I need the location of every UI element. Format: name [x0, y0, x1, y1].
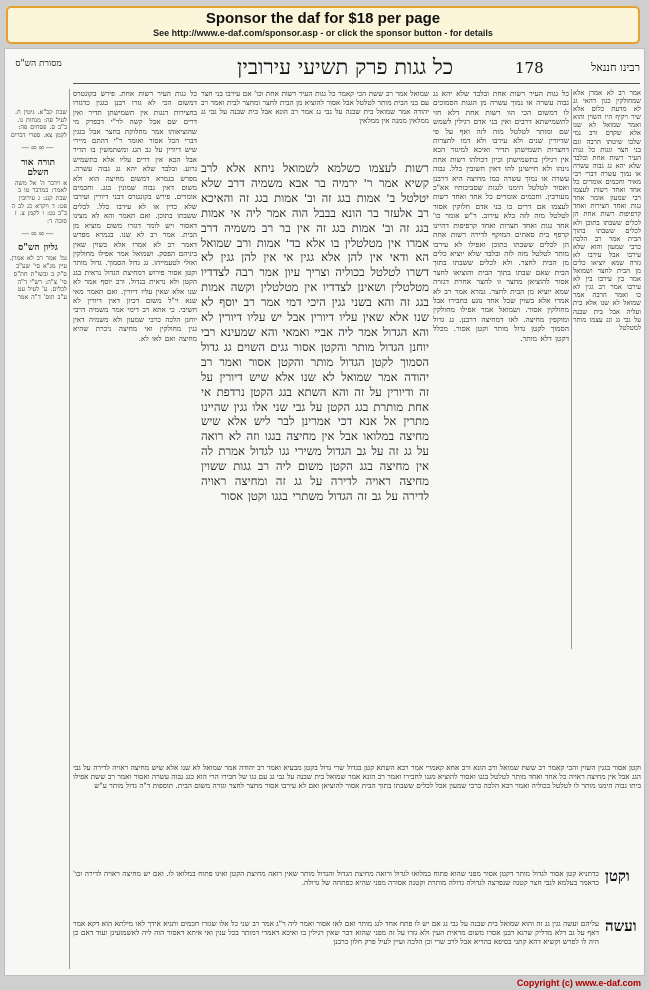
talmud-page [4, 48, 645, 976]
margin-divider [69, 89, 70, 969]
bottom-commentary-block: וקטן אסור בגגין השוין והכי קאמר רב ששת שמואל ורב הונא ורב אחא קאמרי אמר רבא השתא קטן בגדול שרי גדול בקטן מבעיא ואמר רב יהודה אמר שמואל לא שנו אלא שיש מחיצה ראויה לדירה על גבי הגג אבל אין מחיצה ראויה כל אחד ואחד מותר לטלטל בגגו ואסור להוציא מגגו לחבירו ואמר רב הונא אמר שמואל בית שבנה על גבי גג עם גגו של חבירו הרי הוא כגג גבוה עשרה ואסור ואמר רב ששת אפילו ביתו גבוה הימנו מותר לו לטלטל בכוליה ואמר רבא הלכה כרבי שמעון אבל לכלים ששבתו בתוך הבית אסור להוציאן ואם לא עירבו אסור מחצר לחצר וגזרה משום הבית. תוספות ד"ה גדול מותר ע"ש [73, 763, 641, 791]
gilyon-text: גמ' אמר רב לא אמרן. עיין מג"א סי' שע"ב ס"ק ב ובשו"ת חת"ס סי' צ"ה: רש"י ד"ה לכלים. ע' לעיל עט ע"ב תוס' ד"ה אמר [9, 255, 67, 301]
header-commentary-label: רבינו חננאל [591, 61, 640, 74]
ornament-divider-icon: —∞∞— [21, 142, 55, 152]
bottom-heading-1: וקטן [605, 867, 630, 885]
sponsor-banner-subtitle[interactable]: See http://www.e-daf.com/sponsor.asp - or click the sponsor button - for details [153, 28, 493, 38]
tosafot-column: כל גגות העיר רשות אחת. פירש בקונטרס דמשום הכי לא גזרו רבנן בגגין כדגזרו בחצירות דגגות אין תשמישתן תדיר ואין דרים שם אבל קשה לר"י דבפרק מי שהוציאוהו אמר מחלוקת בחצר אבל בגגין דברי הכל אסור ואומר ר"י דהתם מיירי שיש דיורין על גב הגג ומשתמשין בו תדיר אבל הכא אין דרים עליו אלא בתשמיש גרוע. ובלבד שלא יהא גג גבוה עשרה. מפרש בגמרא דמשום מחיצה הוא ולא משום דאין גבוה שמונין בגג. וחכמים אומרים. פירש בקונטרס דבני דיורין ועירבו שלא כדין או לא עירבו כלל. לכלים ששבתו בתוכן. ואם תאמר והא לא מצינו דאסור ויש לומר דגזרו משום מוציא מן הבית. אמר רב לא שנו. בגמרא מפרש דאמר רב לא אמרו אלא בשוין שאין ביניהם הפסק. ושמואל אמר אפילו מחולקין ואזלי לטעמייהו. גג גדול הסמוך. גדול מותר וקטן אסור פירוש דמחיצת הגדול נראית בגג הקטן ולא נראית בגדול. ורב יוסף אמר לא שנו אלא שאין עליו דיורין. ואם תאמר מאי שנא וי"ל משום דכיון דאין דיורין לא חשיבי. כי אתא רב דימי אמר משמיה דרבי יוחנן הלכה כרבי שמעון ולא משמיה דאין גגין מחולקין ואי מחיצה ניכרת שהיא מחיצה ואם לאו לא. [73, 89, 197, 343]
masoret-references: שבת קכ"א. גיטין ח. לעיל פה: מנחות נו. ב"ב ס. פסחים פה: לקמן צא. ספרי דברים [10, 109, 67, 140]
gemara-header-text: שמואל אמר רב ששת הכי קאמר כל גגות העיר רשות אחת וכו' אם עירבו בני חצר עם בני הבית מותר לטלטל אבל אסור להוציא מן הבית לחצר ומחצר לבית ואמר רב יהודה אמר שמואל בית שבנה על גבי גג אמר רב הונא אבל בית שבנה על גבי גג ממלאין ממנה אין ממלאין [201, 89, 429, 126]
page-title: כל גגות פרק תשיעי עירובין [236, 55, 454, 79]
rashi-column: כל גגות העיר רשות אחת ובלבד שלא יהא גג גבוה עשרה או נמוך עשרה מן הגגות הסמוכים לו דמשום הכי הוו רשות אחת דלא חזי לתשמישתא דרבים ואין בני אדם רגילין לשמש שם ומותר לטלטל מזה לזה ואף על פי שדיורין שנים ולא עירבו ולא דמו לחצרות דחצרות תשמישתן תדיר ואיכא למיגזר הכא אין רגילין בתשמישתן וכיון דכולהו רשות אחת נינהו ולא חיישינן להו דאין חשובין כלל. גבוה עשרה או נמוך עשרה כמו מחיצה היא דרבנן ואסור לטלטל הימנו לגגות שסביבותיו אא"כ מעורבין. וחכמים אומרים כל אחד ואחד רשות לעצמו אם דרים בו בני אדם חלוקין אסור לטלטל מזה לזה בלא עירוב. ר"ש אומר כו' אחד גגות ואחד חצרות ואחד קרפיפות דהיינו קרפף בית סאתים המוקף לדירה רשות אחת הן לכלים ששבתו בתוכן ואפילו לא עירבו מותר לטלטל מזה לזה ובלבד שלא יוציא כלים מן הבית לחצר. ולא לכלים ששבתו בתוך הבית שאם שבתו בתוך הבית והוציאו לחצר אסור להוציאן מחצר זו לחצר אחרת דגזרה שמא יוציא מן הבית לחצר. גמרא אמר רב לא אמרו אלא בשוין שכל אחד נוגע בחבירו אבל מחולקין אסור. ושמואל אמר אפילו מחולקין ומוקפין מחיצה. לאו דמחיצה דרבנן. גג גדול הסמוך לקטן גדול מותר וקטן אסור. מכלל דקטן דלא מותר. [433, 89, 569, 343]
ornament-divider-icon: —∞∞— [21, 228, 55, 238]
bottom-text-2: עליהם ועשה גגין גג זה והוא שמואל בית שבנה על גבי גג אם יש לו פתח אחד לגג מותר ואם לאו אסור ואמר ליה ר"ג אמר רב שני כל אלו שגזרו חכמים ותניא אידך לאו מילתא הוא דקא אמר דאף על גב דלא מדליק שרגא רבנן אסרו משום מראית העין ולא גזרו על זה מפני שהוא דבר שאין רגילין בו ואיכא דאמרי דמותר בכל ענין ואי איתא דאסור הוה ליה לאשמועינן ועוד דאם כן היה לו לפרש וקשיא דהא קתני בסיפא בהדיא אבל לרב שרי וכן הלכה ועיין לעיל פרק חלון כרבנן [73, 919, 599, 947]
gemara-column: רשות לעצמו כשלמא לשמואל ניחא אלא לרב קשיא אמר ר' ירמיה בר אבא משמיה דרב שלא יטלטל ב' אמות בגג זה וב' אמות בגג זה והאיכא רב אלעזר בר הונא בבבל הוה אמר ליה אי אמות בגג זה וב' אמות בגג זה אין בר רב משמיה דרב אמרו אין מטלטלין בו אלא בד' אמות ורב שמואל הא ודאי אין להן אלא גגין אי אין להן גגין לא דשרו לטלטל בכוליה וצריך עיון אמר רבה לצדדיו מטלטלין ושאינן לצדדיו אין מטלטלין וקשה אמות בגג זה והא בשני גגין היכי דמי אמר רב יוסף לא שנו אלא שאין עליו דיורין אבל יש עליו דיורין לא והא הגדול אמר ליה אביי ואמאי והא שמעינא רבי יוחנן הגדול מותר והקטן אסור גגים השוים גג גדול הסמוך לקטן הגדול מותר והקטן אסור ואמר רב יהודה אמר שמואל לא שנו אלא שיש דיורין על זה ודיורין על זה והא השתא בגג הקטן נרדפת אי אחת מותרת בגג הקטן על גבי שני אלו גגין שהיינו מתרין אל אנא דכי אמרינן לבר ליש אלא שיש מחיצה במלואו אבל אין מחיצה בגגו וזה לא רואה על גג זה על גב הגדול משירי גגו לגדול אמרת לה אין מחיצה בגג הקטן משום ליה רב גגות ששוין מחיצה ראויה לדירה על גג זה ומחיצה ראויה לדירה על גב זה הגדול משתרי בגגו וקטן אסור [201, 161, 429, 503]
page-number: 178 [515, 59, 544, 77]
gilyon-heading: גליון הש"ס [18, 243, 58, 254]
header-divider [73, 83, 640, 84]
rabbeinu-chananel-column: אמר רב לא אמרן אלא שמחולקין כגון דהאי גג לא מדעת כלום אלא שיר ויקיף היו השוין והוא ואמר שמואל לא שנו אלא שקדם ורב נמי שלבו שיטתו הרבה וגם בני חצר וגגות כל גגות העיר רשות אחת ובלבד שלא יהא גג גבוה עשרה או נמוך עשרה דברי רבי מאיר וחכמים אומרים כל אחד ואחד רשות לעצמו רבי שמעון אומר אחד גגות ואחד חצירות ואחד קרפיפות רשות אחת הן לכלים ששבתו בתוכן ולא לכלים ששבתו בתוך הבית אמר רב הלכה כרבי שמעון והוא שלא עירבו אבל עירבו לא גזרה שמא יוציאו כלים מן הבית לחצר ושמואל אמר בין עירבו בין לא עירבו אמר רב גגין לא כו ואמר הרבה אמר שמואל לא שנו אלא בית ועליה אבל בית שבנה על גבי גג וגג עצמו מותר למטלטל [573, 89, 641, 332]
left-margin-column [9, 109, 67, 969]
torah-or-heading: תורה אור השלם [20, 157, 56, 178]
bottom-heading-2: ועשה [605, 917, 637, 935]
torah-or-text: א וידבר ה' אל משה לאמר: במדבר טו ב שבת קנג: ג עירובין פט: ד ויקרא כג לב ה ב"ב נט: ו לקמן צ. ז סוכה ד: [11, 179, 67, 226]
bottom-text-1: כדתניא קטן אסור לגדול מותר דקטן אסור מפני שהוא פתוח במלואו לגדול ורואה מחיצת הגדול והגדול מותר שאין רואה מחיצת הקטן ואינו פתוח במלואו לו. ואם יש מחיצה ראויה לדירה וכו' כדאמר בעלמא לגבי חצר קטנה שנפרצה לגדולה גדולה מותרת וקטנה אסורה מפני שהיא כפתחה של גדולה. [73, 869, 599, 888]
sponsor-banner[interactable] [6, 6, 640, 44]
copyright-notice[interactable]: Copyright (c) www.e-daf.com [516, 978, 641, 988]
column-divider [571, 89, 572, 649]
header-masoret-label: מסורת הש"ס [15, 59, 62, 69]
sponsor-banner-title[interactable]: Sponsor the daf for $18 per page [205, 10, 441, 27]
